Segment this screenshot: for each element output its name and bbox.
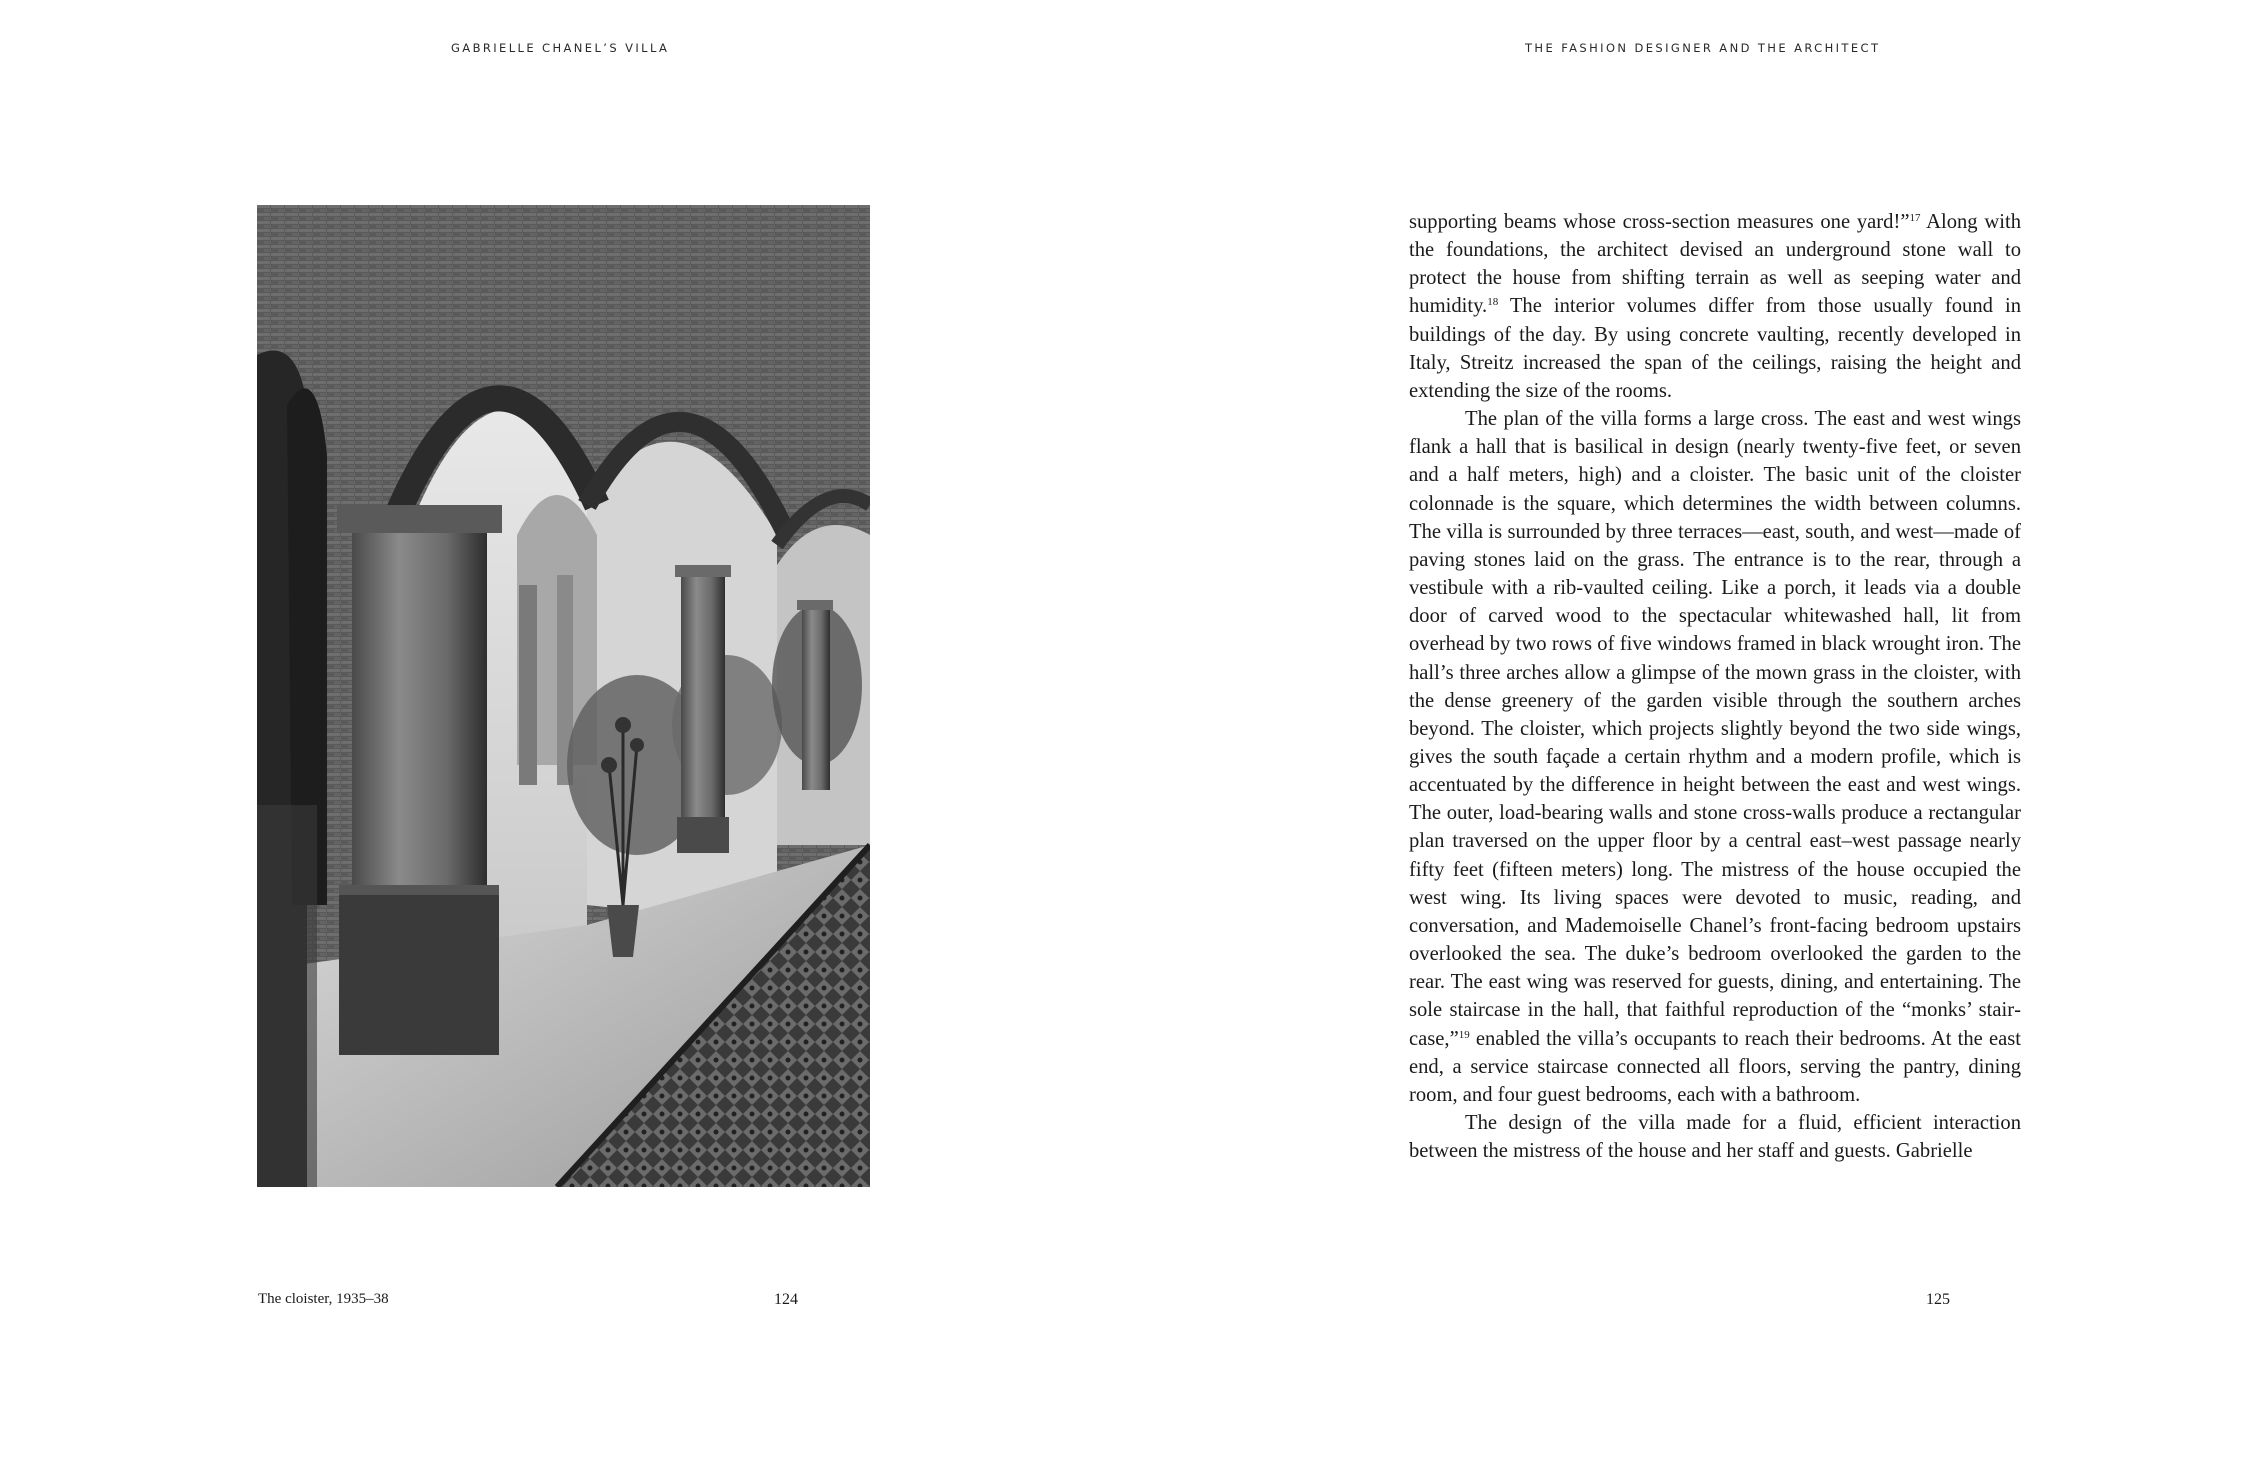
- cloister-photo: [257, 205, 870, 1187]
- footnote-ref-18: 18: [1487, 296, 1499, 309]
- footnote-ref-19: 19: [1458, 1028, 1470, 1041]
- paragraph-2: The plan of the villa forms a large cross. The east and west wings flank a hall that is basilical in design (nearly twenty-five feet, or seven and a half meters, high) and a cloister. The basic unit of the cloister colonnade is the square, which determines the width between columns. The villa is surrounded by three terraces—east, south, and west—made of paving stones laid on the grass. The entrance is to the rear, through a vestibule with a rib-vaulted ceiling. Like a porch, it leads via a double door of carved wood to the spectacular whitewashed hall, lit from overhead by two rows of five windows framed in black wrought iron. The hall’s three arches allow a glimpse of the mown grass in the cloister, with the dense greenery of the garden visible through the southern arches beyond. The cloister, which projects slightly beyond the two side wings, gives the south façade a certain rhythm and a modern profile, which is accentuated by the difference in height between the east and west wings. The outer, load-bearing walls and stone cross-walls produce a rectangular plan traversed on the upper floor by a central east–west passage nearly fifty feet (fifteen meters) long. The mistress of the house occupied the west wing. Its living spaces were devoted to music, reading, and conversation, and Mademoiselle Chanel’s front-facing bedroom upstairs overlooked the sea. The duke’s bedroom overlooked the garden to the rear. The east wing was reserved for guests, dining, and entertaining. The sole staircase in the hall, that faithful reproduction of the “monks’ staircase,”$^{19}$ enabled the villa’s occupants to reach their bedrooms. At the east end, a service staircase connected all floors, serving the pantry, dining room, and four guest bedrooms, each with a bathroom.: [1409, 408, 2021, 1106]
- photo-caption: The cloister, 1935–38: [258, 1291, 389, 1307]
- running-head-left: GABRIELLE CHANEL’S VILLA: [451, 41, 670, 55]
- paragraph-3: The design of the villa made for a fluid, efficient interaction between the mistress of the house and her staff and guests. Gabrielle: [1409, 1112, 2021, 1163]
- cloister-photo-illustration: [257, 205, 870, 1187]
- footnote-ref-17: 17: [1909, 212, 1921, 224]
- body-text: [1409, 208, 2021, 1165]
- page-number-right: 125: [1926, 1291, 1950, 1308]
- page-number-left: 124: [774, 1291, 798, 1308]
- running-head-right: THE FASHION DESIGNER AND THE ARCHITECT: [1525, 41, 1881, 55]
- paragraph-1: supporting beams whose cross-section measures one yard!”$^{17}$ Along with the foundations, the architect devised an underground stone wall to protect the house from shifting terrain as well as seeping water and humidity.$^{18}$ The interior volumes differ from those usually found in buildings of the day. By using concrete vaulting, recently developed in Italy, Streitz increased the span of the ceilings, raising the height and extending the size of the rooms.: [1409, 211, 2021, 402]
